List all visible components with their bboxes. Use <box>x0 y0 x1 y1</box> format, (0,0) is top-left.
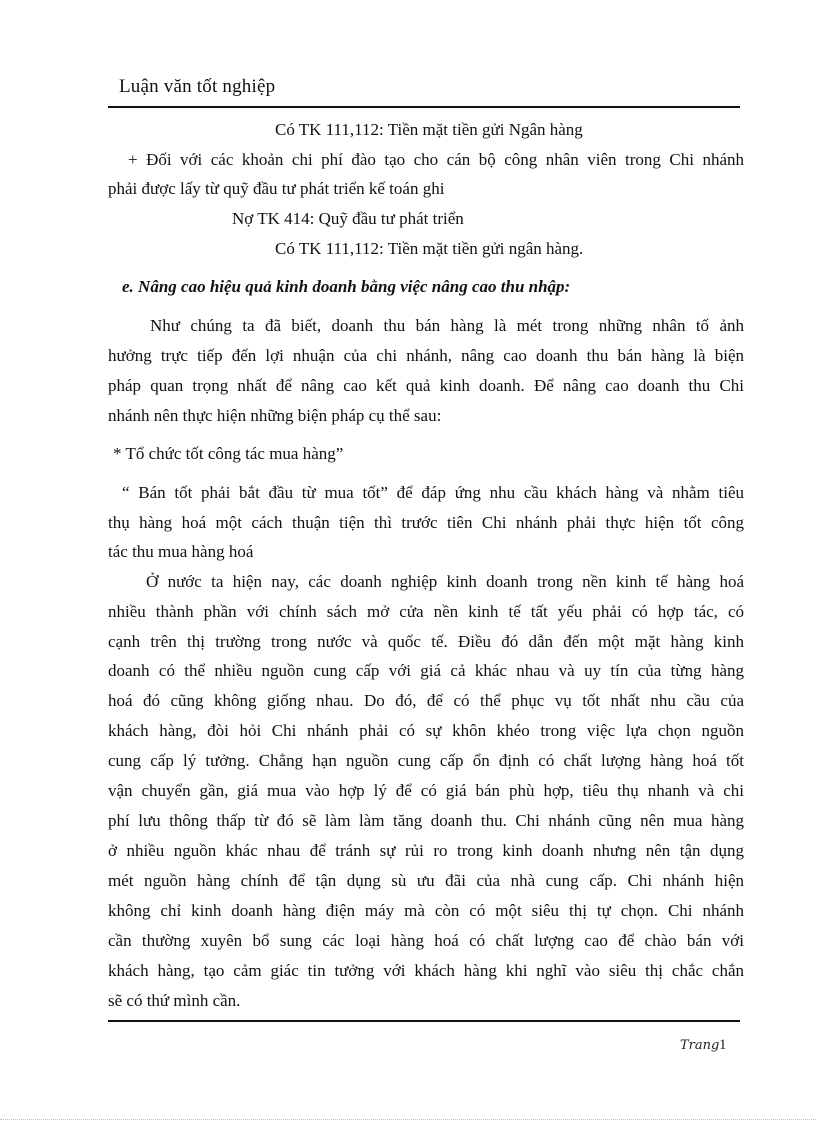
paragraph-line: cung cấp lý tưởng. Chẳng hạn nguồn cung cấp ổn định có chất lượng hàng hoá tốt <box>108 751 744 770</box>
paragraph-line: tác thu mua hàng hoá <box>108 542 254 561</box>
paragraph-line: vận chuyển gần, giá mua vào hợp lý để có giá bán phù hợp, tiêu thụ nhanh và chi <box>108 781 744 800</box>
paragraph-line: khách hàng, tạo cảm giác tin tưởng với khách hàng khi nghĩ vào siêu thị chắc chắn <box>108 961 744 980</box>
paragraph-line: + Đối với các khoản chi phí đào tạo cho cán bộ công nhân viên trong Chi nhánh <box>128 150 744 169</box>
paragraph-line: sẽ có thứ mình cần. <box>108 991 241 1010</box>
paragraph-line: hoá đó cũng không giống nhau. Do đó, để có thể phục vụ tốt nhất nhu cầu của <box>108 691 744 710</box>
paragraph-line: doanh có thể nhiều nguồn cung cấp với giá cả khác nhau và uy tín của từng hàng <box>108 661 744 680</box>
footer-rule <box>108 1020 740 1022</box>
section-heading: e. Nâng cao hiệu quả kinh doanh bằng việc nâng cao thu nhập: <box>122 277 571 296</box>
journal-line-debit: Nợ TK 414: Quỹ đầu tư phát triển <box>232 209 464 228</box>
paragraph-line: cần thường xuyên bổ sung các loại hàng hoá có chất lượng cao để chào bán với <box>108 931 744 950</box>
paragraph-line: “ Bán tốt phải bắt đầu từ mua tốt” để đáp ứng nhu cầu khách hàng và nhằm tiêu <box>122 483 744 502</box>
paragraph-line: pháp quan trọng nhất để nâng cao kết quả kinh doanh. Để nâng cao doanh thu Chi <box>108 376 744 395</box>
paragraph-line: thụ hàng hoá một cách thuận tiện thì trước tiên Chi nhánh phải thực hiện tốt công <box>108 513 744 532</box>
paragraph-line: nhiều thành phần với chính sách mở cửa nền kinh tế tất yếu phải có hợp tác, có <box>108 602 744 621</box>
paragraph-line: Ở nước ta hiện nay, các doanh nghiệp kinh doanh trong nền kinh tế hàng hoá <box>146 572 744 591</box>
bullet-item: * Tổ chức tốt công tác mua hàng” <box>113 444 344 463</box>
journal-line-credit-2: Có TK 111,112: Tiền mặt tiền gửi ngân hàng. <box>275 239 584 258</box>
paragraph-line: khách hàng, đòi hỏi Chi nhánh phải có sự khôn khéo trong việc lựa chọn nguồn <box>108 721 744 740</box>
header-title: Luận văn tốt nghiệp <box>119 76 276 97</box>
paragraph-line: ở nhiều nguồn khác nhau để tránh sự rủi ro trong kinh doanh nhưng nên tận dụng <box>108 841 744 860</box>
paragraph-line: không chỉ kinh doanh hàng điện máy mà còn có một siêu thị tự chọn. Chi nhánh <box>108 901 744 920</box>
page-label: Trang <box>680 1038 720 1053</box>
paragraph-line: Như chúng ta đã biết, doanh thu bán hàng là mét trong những nhân tố ảnh <box>150 316 744 335</box>
paragraph-line: mét nguồn hàng chính để tận dụng sù ưu đãi của nhà cung cấp. Chi nhánh hiện <box>108 871 744 890</box>
paragraph-line: phí lưu thông thấp từ đó sẽ làm làm tăng doanh thu. Chi nhánh cũng nên mua hàng <box>108 811 744 830</box>
header-rule <box>108 106 740 108</box>
page-number: 1 <box>719 1037 727 1053</box>
paragraph-line: phải được lấy từ quỹ đầu tư phát triển kế toán ghi <box>108 179 445 198</box>
paragraph-line: hưởng trực tiếp đến lợi nhuận của chi nhánh, nâng cao doanh thu bán hàng là biện <box>108 346 744 365</box>
paragraph-line: nhánh nên thực hiện những biện pháp cụ thể sau: <box>108 406 442 425</box>
journal-line-credit-1: Có TK 111,112: Tiền mặt tiền gửi Ngân hàng <box>275 120 583 139</box>
page-break-line <box>0 1119 816 1120</box>
paragraph-line: cạnh trên thị trường trong nước và quốc tế. Điều đó dẫn đến một mặt hàng kinh <box>108 632 744 651</box>
